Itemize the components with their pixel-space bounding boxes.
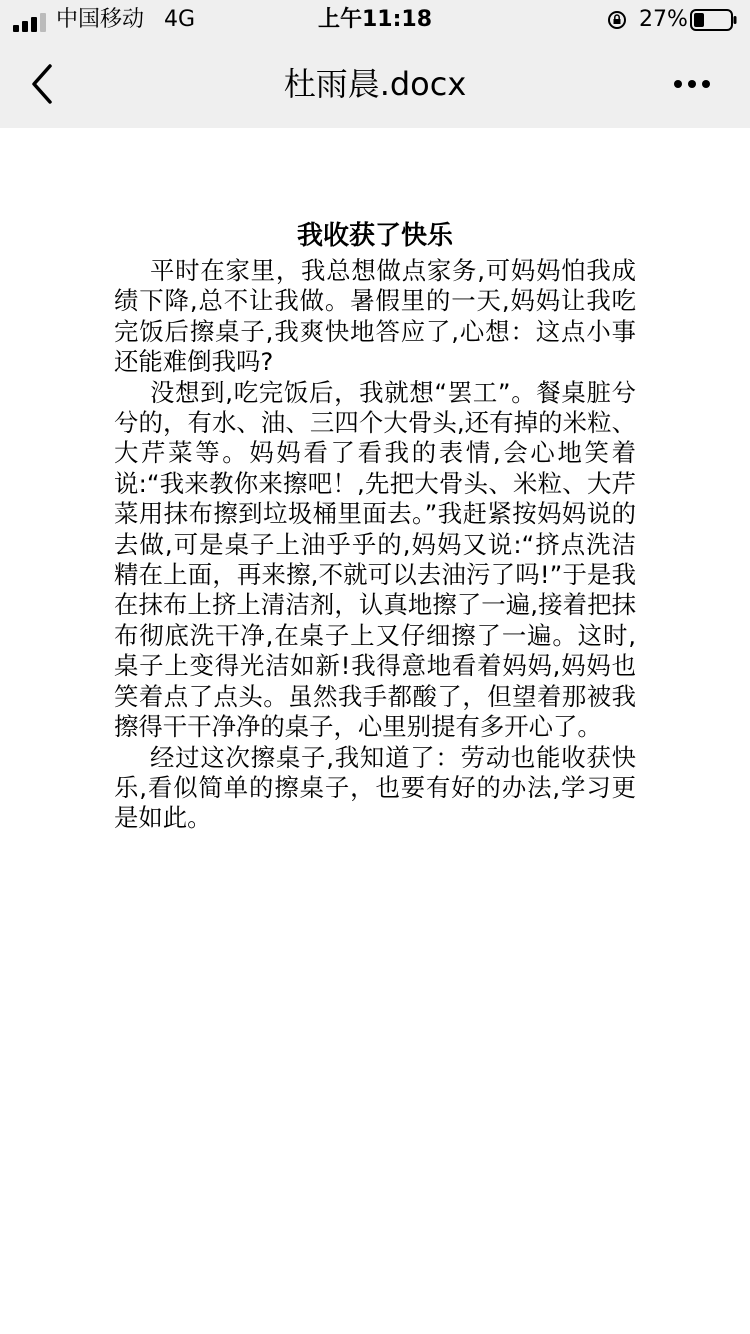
more-options-button[interactable] [666,66,726,102]
battery-percentage: 27% [639,7,688,32]
paragraph-3: 经过这次擦桌子,我知道了：劳动也能收获快乐,看似简单的擦桌子，也要有好的办法,学习更是如此。 [114,742,636,833]
document-title: 我收获了快乐 [296,221,453,251]
status-bar [0,0,750,40]
network-type: 4G [164,7,196,32]
document-content [114,216,636,834]
paragraph-2: 没想到,吃完饭后，我就想“罢工”。餐桌脏兮兮的，有水、油、三四个大骨头,还有掉的米粒、大芹菜等。妈妈看了看我的表情,会心地笑着说:“我来教你来擦吧！,先把大骨头、米粒、大芹菜用抹布擦到垃圾桶里面去。”我赶紧按妈妈说的去做,可是桌子上油乎乎的,妈妈又说:“挤点洗洁精在上面，再来擦,不就可以去油污了吗!”于是我在抹布上挤上清洁剂，认真地擦了一遍,接着把抹布彻底洗干净,在桌子上又仔细擦了一遍。这时,桌子上变得光洁如新!我得意地看着妈妈,妈妈也笑着点了点头。虽然我手都酸了，但望着那被我擦得干干净净的桌子，心里别提有多开心了。 [114,377,636,742]
navigation-bar [0,40,750,128]
top-bar [0,0,750,128]
rotation-lock-icon [607,10,627,30]
carrier-name: 中国移动 [56,7,145,32]
document-file-name: 杜雨晨.docx [283,65,467,103]
status-time: 上午11:18 [317,7,433,32]
battery-icon [690,8,738,32]
paragraph-1: 平时在家里，我总想做点家务,可妈妈怕我成绩下降,总不让我做。暑假里的一天,妈妈让我吃完饭后擦桌子,我爽快地答应了,心想：这点小事还能难倒我吗? [114,256,636,377]
more-horizontal-icon [666,66,726,102]
